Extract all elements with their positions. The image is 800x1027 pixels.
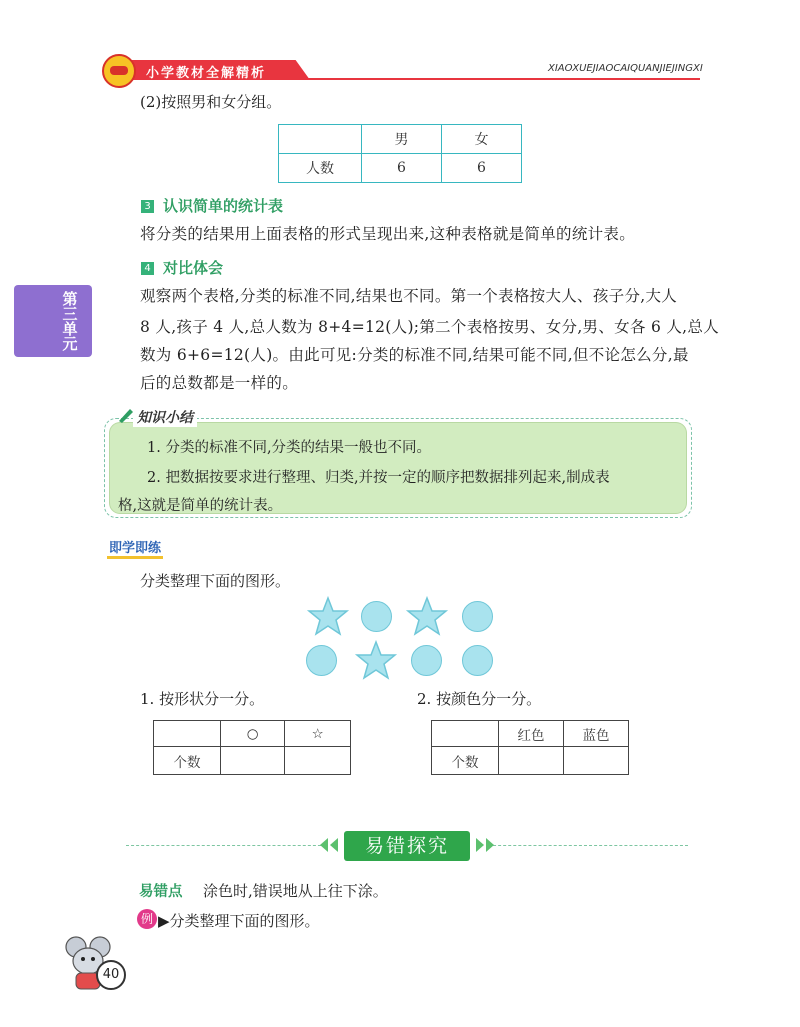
star-shape xyxy=(306,596,350,636)
table-cell: 6 xyxy=(362,154,442,183)
double-chevron-left-icon xyxy=(318,836,340,854)
table-header-cell xyxy=(154,721,221,747)
example-text: ▶分类整理下面的图形。 xyxy=(158,912,320,930)
pen-icon xyxy=(116,405,136,425)
circle-shape xyxy=(306,645,337,676)
banner-divider-right xyxy=(488,845,688,847)
logo-mark xyxy=(110,66,128,75)
table-row-label: 个数 xyxy=(154,747,221,775)
example-badge: 例 xyxy=(137,909,157,929)
summary-item: 1. 分类的标准不同,分类的结果一般也不同。 xyxy=(147,440,432,456)
table-header-cell: 蓝色 xyxy=(564,721,629,747)
table-row-label: 人数 xyxy=(279,154,362,183)
double-chevron-right-icon xyxy=(474,836,496,854)
table-header-cell: ○ xyxy=(221,721,285,747)
circle-shape xyxy=(411,645,442,676)
book-title: 小学教材全解精析 xyxy=(146,66,267,81)
table-header-cell: 红色 xyxy=(499,721,564,747)
answer-cell[interactable] xyxy=(499,747,564,775)
section-number-badge: 3 xyxy=(141,200,154,213)
banner-divider-left xyxy=(126,845,326,847)
table-header-cell xyxy=(279,125,362,154)
section-number-badge: 4 xyxy=(141,262,154,275)
star-shape xyxy=(405,596,449,636)
section-title: 认识简单的统计表 xyxy=(163,197,284,215)
shape-table xyxy=(153,720,351,775)
circle-shape xyxy=(462,601,493,632)
book-title-pinyin: XIAOXUEJIAOCAIQUANJIEJINGXI xyxy=(548,63,703,74)
section4-line: 8 人,孩子 4 人,总人数为 8+4=12(人);第二个表格按男、女分,男、女各 6 人,总人 xyxy=(140,318,719,336)
summary-title: 知识小结 xyxy=(133,407,197,427)
section4-line: 后的总数都是一样的。 xyxy=(140,374,299,392)
section-banner: 易错探究 xyxy=(344,831,470,861)
color-table xyxy=(431,720,629,775)
summary-item: 2. 把数据按要求进行整理、归类,并按一定的顺序把数据排列起来,制成表 xyxy=(147,470,610,486)
star-shape xyxy=(354,640,398,680)
answer-cell[interactable] xyxy=(564,747,629,775)
unit-side-tab-label: 第三单元 xyxy=(62,290,78,353)
section-title: 对比体会 xyxy=(163,259,224,277)
question-title: 2. 按颜色分一分。 xyxy=(417,690,542,708)
practice-instruction: 分类整理下面的图形。 xyxy=(140,572,291,590)
practice-label: 即学即练 xyxy=(107,537,163,559)
circle-shape xyxy=(462,645,493,676)
error-point-label: 易错点 xyxy=(139,884,183,900)
question-title: 1. 按形状分一分。 xyxy=(140,690,265,708)
section3-text: 将分类的结果用上面表格的形式呈现出来,这种表格就是简单的统计表。 xyxy=(140,225,636,243)
table-row-label: 个数 xyxy=(432,747,499,775)
circle-shape xyxy=(361,601,392,632)
answer-cell[interactable] xyxy=(285,747,351,775)
table-cell: 6 xyxy=(442,154,522,183)
summary-item: 格,这就是简单的统计表。 xyxy=(118,498,283,514)
answer-cell[interactable] xyxy=(221,747,285,775)
table-header-cell xyxy=(432,721,499,747)
part2-heading: (2)按照男和女分组。 xyxy=(140,93,282,111)
header-rule xyxy=(300,78,700,80)
error-point-text: 涂色时,错误地从上往下涂。 xyxy=(203,882,388,900)
gender-table xyxy=(278,124,522,183)
page-number: 40 xyxy=(96,960,126,990)
section4-line: 数为 6+6=12(人)。由此可见:分类的标准不同,结果可能不同,但不论怎么分,最 xyxy=(140,346,689,364)
table-header-cell: 男 xyxy=(362,125,442,154)
table-header-cell: 女 xyxy=(442,125,522,154)
table-header-cell: ☆ xyxy=(285,721,351,747)
section4-line: 观察两个表格,分类的标准不同,结果也不同。第一个表格按大人、孩子分,大人 xyxy=(140,287,678,305)
